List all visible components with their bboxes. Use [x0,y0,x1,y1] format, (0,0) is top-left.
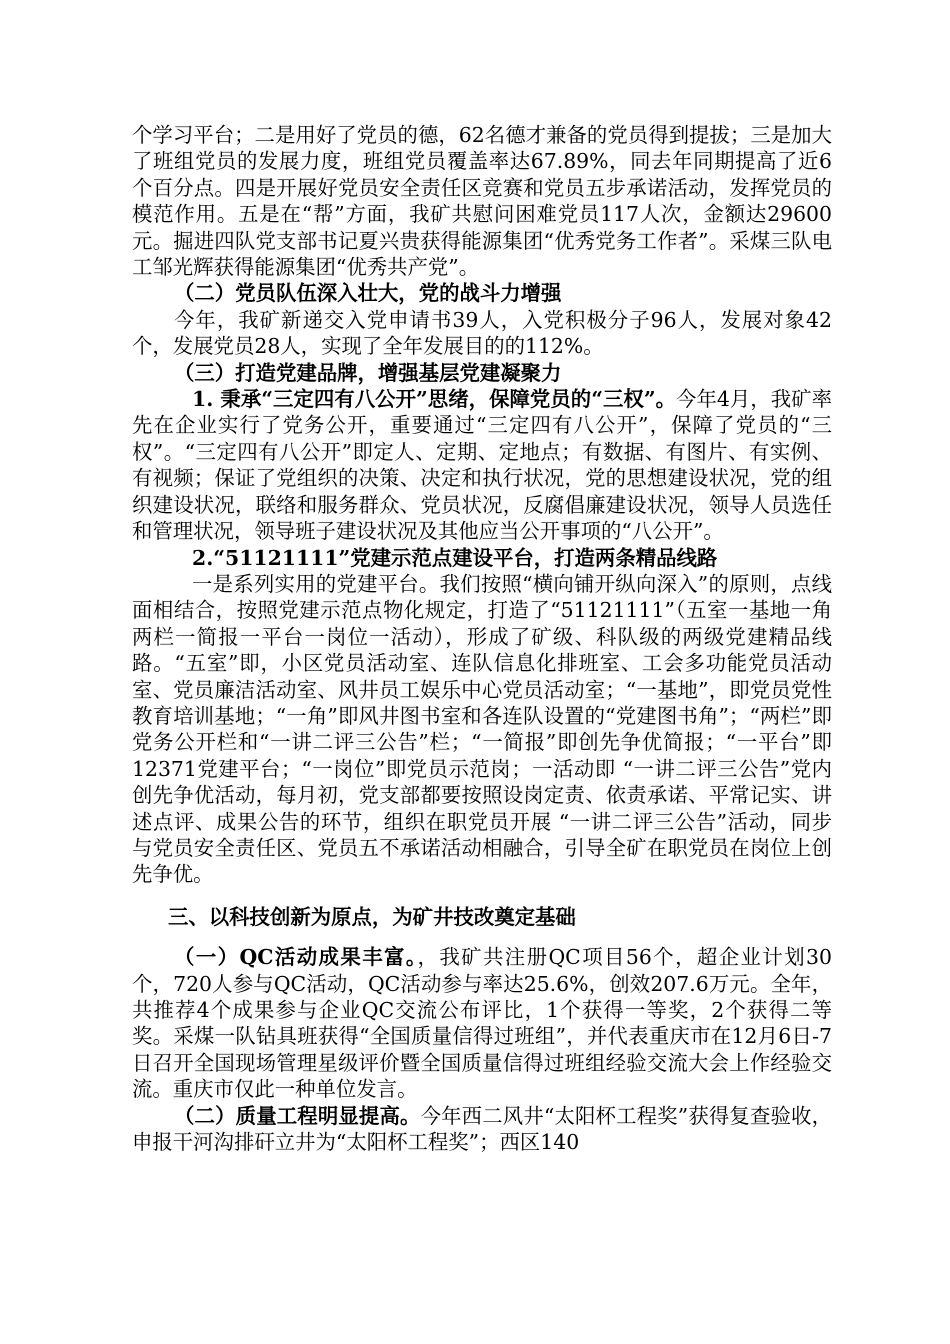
paragraph-lead-qc: （一）QC活动成果丰富。 [174,945,418,970]
paragraph-body-quality: 今年西二风井“太阳杯工程奖”获得复查验收，申报干河沟排矸立井为“太阳杯工程奖”；西区140 [132,1103,832,1155]
section-heading-2: （二）党员队伍深入壮大，党的战斗力增强 [174,281,562,306]
paragraph-three-rights [132,386,832,544]
chapter-heading-3: 三、以科技创新为原点，为矿井技改奠定基础 [168,904,576,929]
paragraph-qc-activities [132,944,832,1102]
paragraph-party-growth: 今年，我矿新递交入党申请书39人，入党积极分子96人，发展对象42个，发展党员28人，实现了全年发展目的的112%。 [132,307,832,359]
paragraph-demo-platform: 一是系列实用的党建平台。我们按照“横向铺开纵向深入”的原则，点线面相结合，按照党建示范点物化规定，打造了“51121111”（五室一基地一角两栏一简报一平台一岗位一活动），形成了矿级、科队级的两级党建精品线路。“五室”即，小区党员活动室、连队信息化排班室、工会多功能党员活动室、党员廉洁活动室、风井员工娱乐中心党员活动室；“一基地”，即党员党性教育培训基地；“一角”即风井图书室和各连队设置的“党建图书角”；“两栏”即党务公开栏和“一讲二评三公告”栏；“一简报”即创先争优简报；“一平台”即12371党建平台；“一岗位”即党员示范岗；一活动即 “一讲二评三公告”党内创先争优活动，每月初，党支部都要按照设岗定责、依责承诺、平常记实、讲述点评、成果公告的环节，组织在职党员开展 “一讲二评三公告”活动，同步与党员安全责任区、党员五不承诺活动相融合，引导全矿在职党员在岗位上创先争优。 [132,571,832,887]
paragraph-body-qc: ，我矿共注册QC项目56个，超企业计划30个，720人参与QC活动，QC活动参与率达25.6%，创效207.6万元。全年，共推荐4个成果参与企业QC交流公布评比，1个获得一等奖，2个获得二等奖。采煤一队钻具班获得“全国质量信得过班组”，并代表重庆市在12月6日-7日召开全国现场管理星级评价暨全国质量信得过班组经验交流大会上作经验交流。重庆市仅此一种单位发言。 [132,945,832,1102]
paragraph-quality-engineering [132,1103,832,1156]
paragraph-lead-three-rights: 1. 秉承“三定四有八公开”思绪，保障党员的“三权”。 [192,387,677,412]
section-heading-4: 2.“51121111”党建示范点建设平台，打造两条精品线路 [192,545,718,570]
paragraph-body-three-rights: 今年4月，我矿率先在企业实行了党务公开，重要通过“三定四有八公开”，保障了党员的“三权”。“三定四有八公开”即定人、定期、定地点；有数据、有图片、有实例、有视频；保证了党组织的决策、决定和执行状况，党的思想建设状况，党的组织建设状况，联络和服务群众、党员状况，反腐倡廉建设状况，领导人员选任和管理状况，领导班子建设状况及其他应当公开事项的“八公开”。 [132,387,832,544]
paragraph-lead-quality: （二）质量工程明显提高。 [174,1103,421,1128]
section-heading-3: （三）打造党建品牌，增强基层党建凝聚力 [174,360,562,385]
paragraph-party-member-platform: 个学习平台；二是用好了党员的德，62名德才兼备的党员得到提拔；三是加大了班组党员的发展力度，班组党员覆盖率达67.89%，同去年同期提高了近6个百分点。四是开展好党员安全责任区竞赛和党员五步承诺活动，发挥党员的模范作用。五是在“帮”方面，我矿共慰问困难党员117人次，金额达29600元。掘进四队党支部书记夏兴贵获得能源集团“优秀党务工作者”。采煤三队电工邹光辉获得能源集团“优秀共产党”。 [132,123,832,280]
document-page [132,122,832,1155]
